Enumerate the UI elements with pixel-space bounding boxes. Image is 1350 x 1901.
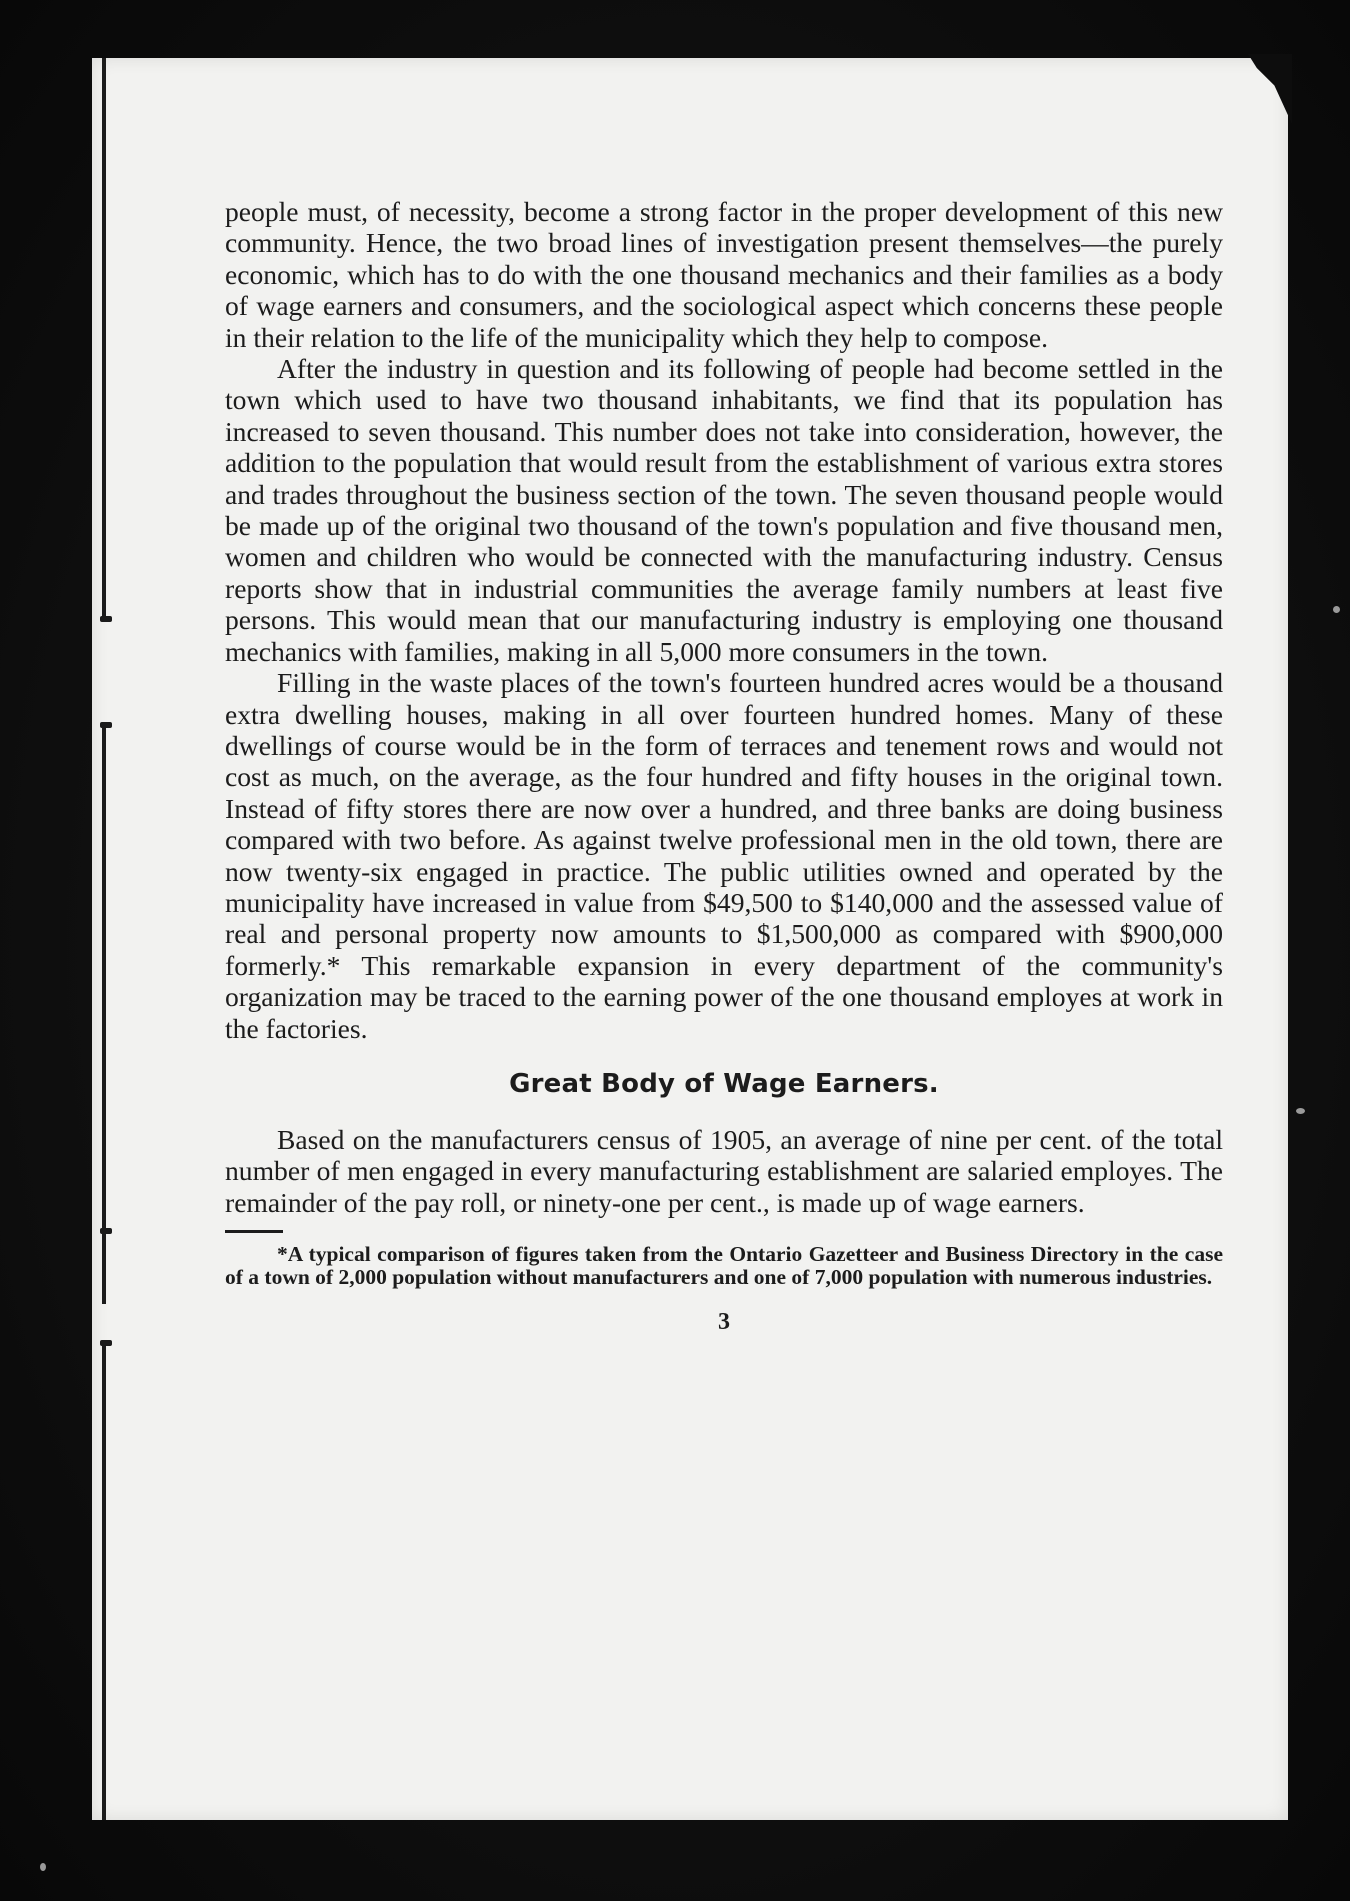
torn-corner (1248, 54, 1292, 124)
document-page (92, 58, 1288, 1820)
body-paragraph-2: After the industry in question and its following of people had become settled in the town which used to have two thousand inhabitants, we find that its population has increased to seven thousand. This number does not take into consideration, however, the addition to the population that would result from the establishment of various extra stores and trades throughout the business section of the town. The seven thousand people would be made up of the original two thousand of the town's population and five thousand men, women and children who would be connected with the manufacturing industry. Census reports show that in industrial communities the average family numbers at least five persons. This would mean that our manufacturing industry is employing one thousand mechanics with families, making in all 5,000 more consumers in the town. (225, 353, 1223, 667)
body-paragraph-1: people must, of necessity, become a strong factor in the proper development of this new community. Hence, the two broad lines of investigation present themselves—the purely economic, which has to do with the one thousand mechanics and their families as a body of wage earners and consumers, and the sociological aspect which concerns these people in their relation to the life of the municipality which they help to compose. (225, 196, 1223, 353)
footnote-divider (225, 1230, 283, 1233)
page-number: 3 (718, 1309, 730, 1336)
footnote: *A typical comparison of figures taken from the Ontario Gazetteer and Business Directory in the case of a town of 2,000 population without manufacturers and one of 7,000 population with numerous industries. (225, 1242, 1223, 1290)
section-paragraph: Based on the manufacturers census of 1905, an average of nine per cent. of the total number of men engaged in every manufacturing establishment are salaried employes. The remainder of the pay roll, or ninety-one per cent., is made up of wage earners. (225, 1123, 1223, 1218)
section-heading: Great Body of Wage Earners. (509, 1068, 939, 1099)
scan-speck (1296, 1108, 1305, 1114)
page-body (225, 196, 1223, 1339)
binding-edge (102, 58, 108, 1820)
scan-speck (1333, 606, 1340, 613)
scan-speck (40, 1863, 46, 1871)
body-paragraph-3: Filling in the waste places of the town's fourteen hundred acres would be a thousand extra dwelling houses, making in all over fourteen hundred homes. Many of these dwellings of course would be in the form of terraces and tenement rows and would not cost as much, on the average, as the four hundred and fifty houses in the original town. Instead of fifty stores there are now over a hundred, and three banks are doing business compared with two before. As against twelve professional men in the old town, there are now twenty-six engaged in practice. The public utilities owned and operated by the municipality have increased in value from $49,500 to $140,000 and the assessed value of real and personal property now amounts to $1,500,000 as compared with $900,000 formerly.* This remarkable expansion in every department of the community's organization may be traced to the earning power of the one thousand employes at work in the factories. (225, 667, 1223, 1044)
